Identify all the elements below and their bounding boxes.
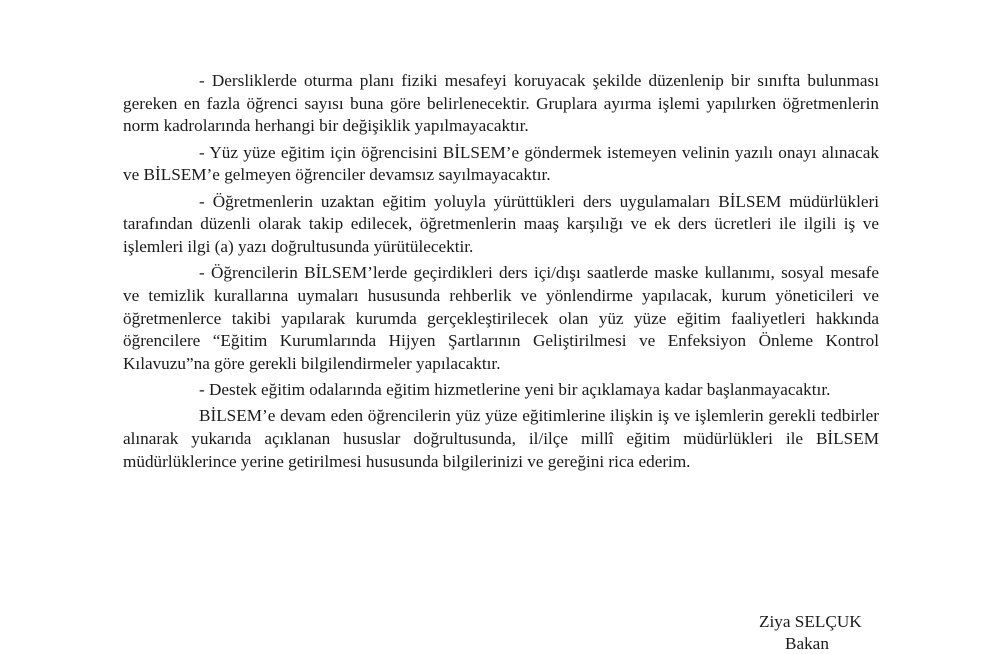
- paragraph-closing-request: BİLSEM’e devam eden öğrencilerin yüz yüze eğitimlerine ilişkin iş ve işlemlerin gerekli tedbirler alınarak yukarıda açıklanan hususlar doğrultusunda, il/ilçe millî eğitim müdürlükleri ile BİLSEM müdürlüklerince yerine getirilmesi hususunda bilgilerinizi ve gereğini rica ederim.: [123, 406, 879, 471]
- signatory-name: Ziya SELÇUK: [759, 612, 862, 631]
- paragraph-parent-consent: - Yüz yüze eğitim için öğrencisini BİLSEM’e göndermek istemeyen velinin yazılı onayı alınacak ve BİLSEM’e gelmeyen öğrenciler devamsız sayılmayacaktır.: [123, 142, 879, 185]
- paragraph-seating-plan: - Dersliklerde oturma planı fiziki mesafeyi koruyacak şekilde düzenlenip bir sınıfta bulunması gereken en fazla öğrenci sayısı buna göre belirlenecektir. Gruplara ayırma işlemi yapılırken öğretmenlerin norm kadrolarında herhangi bir değişiklik yapılmayacaktır.: [123, 71, 879, 136]
- document-body: [123, 70, 879, 477]
- paragraph-hygiene-rules: - Öğrencilerin BİLSEM’lerde geçirdikleri ders içi/dışı saatlerde maske kullanımı, sosyal mesafe ve temizlik kurallarına uymaları hususunda rehberlik ve yönlendirme yapılacak, kurum yöneticileri ve öğretmenlerce takibi yapılarak kurumda gerçekleştirilecek olan yüz yüze eğitim faaliyetleri hakkında öğrencilere “Eğitim Kurumlarında Hijyen Şartlarının Geliştirilmesi ve Enfeksiyon Önleme Kontrol Kılavuzu”na göre gerekli bilgilendirmeler yapılacaktır.: [123, 263, 879, 373]
- signatory-title: Bakan: [785, 634, 829, 653]
- paragraph-support-rooms: - Destek eğitim odalarında eğitim hizmetlerine yeni bir açıklamaya kadar başlanmayacaktır.: [199, 380, 831, 400]
- paragraph-remote-teaching: - Öğretmenlerin uzaktan eğitim yoluyla yürüttükleri ders uygulamaları BİLSEM müdürlükleri tarafından düzenli olarak takip edilecek, öğretmenlerin maaş karşılığı ve ek ders ücretleri ile ilgili iş ve işlemleri ilgi (a) yazı doğrultusunda yürütülecektir.: [123, 191, 879, 256]
